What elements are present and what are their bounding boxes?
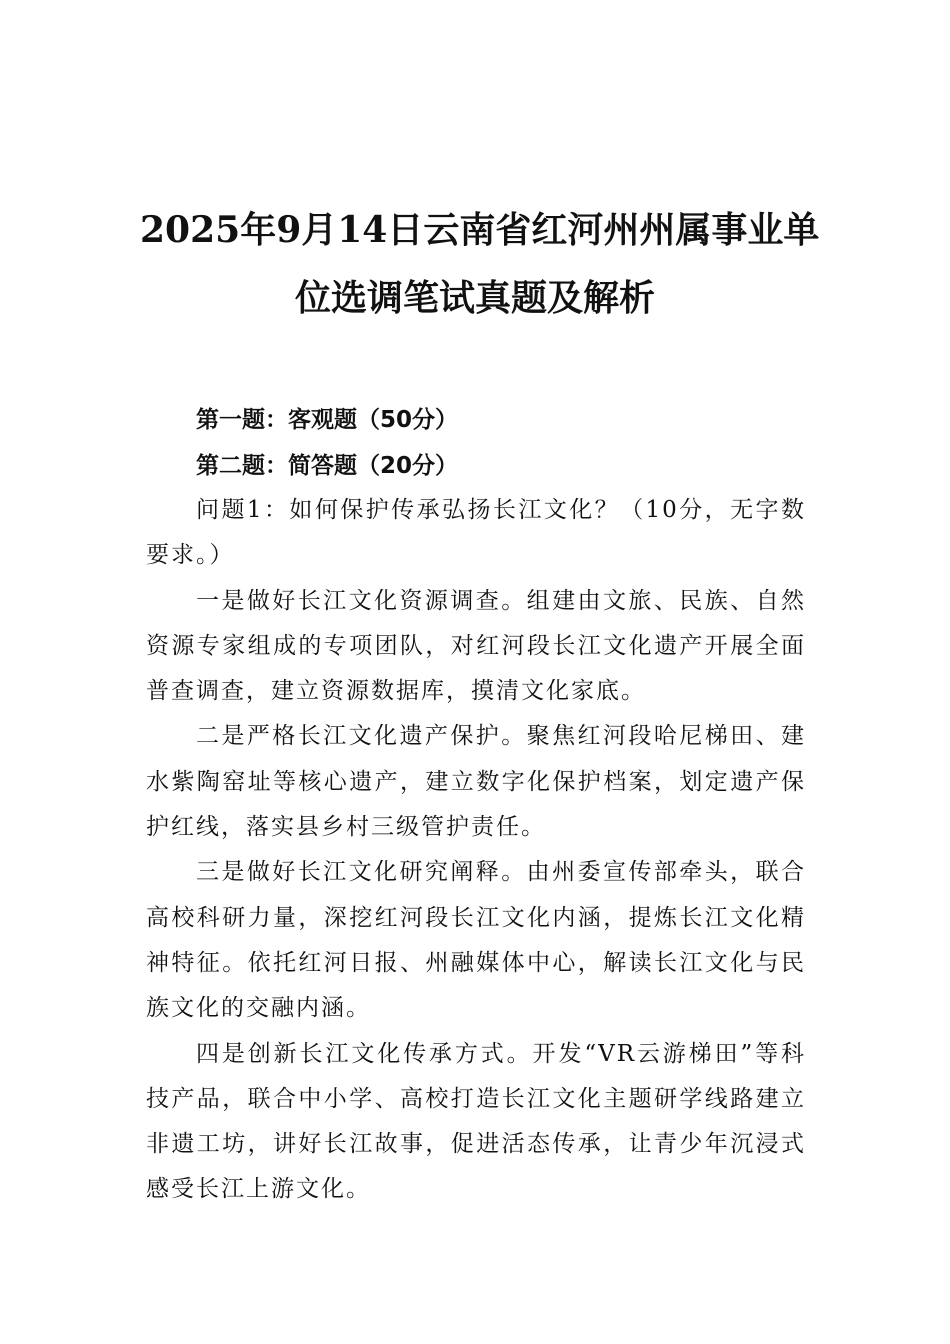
- answer-paragraph-4: 四是创新长江文化传承方式。开发“VR云游梯田”等科技产品，联合中小学、高校打造长江文化主题研学线路建立非遗工坊，讲好长江故事，促进活态传承，让青少年沉浸式感受长江上游文化。: [146, 1040, 806, 1203]
- question-1-block: [146, 488, 806, 1213]
- section-heading-short-answer: 第二题：简答题（20分）: [196, 453, 459, 479]
- section-heading-objective: 第一题：客观题（50分）: [196, 407, 459, 433]
- document-title: [140, 196, 820, 332]
- title-line-2: 位选调笔试真题及解析: [294, 277, 655, 319]
- answer-paragraph-2: 二是严格长江文化遗产保护。聚焦红河段哈尼梯田、建水紫陶窑址等核心遗产，建立数字化保护档案，划定遗产保护红线，落实县乡村三级管护责任。: [146, 723, 806, 841]
- title-line-1: 2025年9月14日云南省红河州州属事业单: [140, 209, 820, 251]
- answer-paragraph-1: 一是做好长江文化资源调查。组建由文旅、民族、自然资源专家组成的专项团队，对红河段长江文化遗产开展全面普查调查，建立资源数据库，摸清文化家底。: [146, 587, 806, 705]
- answer-paragraph-3: 三是做好长江文化研究阐释。由州委宣传部牵头，联合高校科研力量，深挖红河段长江文化内涵，提炼长江文化精神特征。依托红河日报、州融媒体中心，解读长江文化与民族文化的交融内涵。: [146, 859, 806, 1022]
- question-1-prompt: 问题1：如何保护传承弘扬长江文化？（10分，无字数要求。）: [146, 497, 806, 569]
